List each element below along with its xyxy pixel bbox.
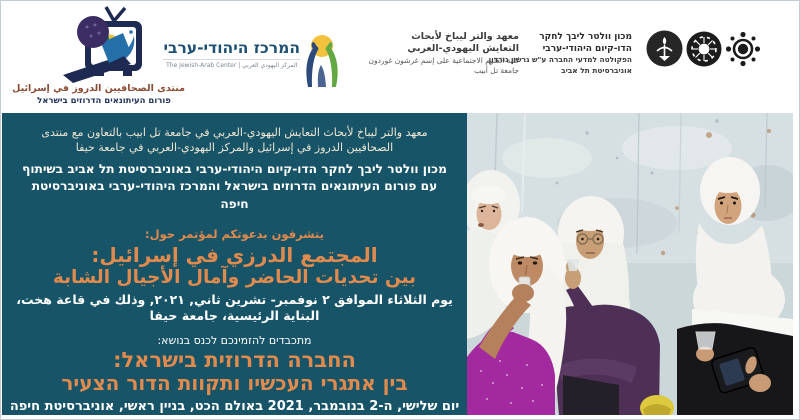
jewish-arab-center-logo [163, 31, 344, 91]
lebach-institute-arabic-block [368, 31, 519, 77]
dotted-circle-emblem-icon [724, 30, 762, 68]
lebach-ar-line2: التعايش اليهودي-العربي [407, 43, 519, 55]
tau-he-line4: אוניברסיטת תל אביב [561, 66, 632, 76]
jac-subtitle: The Jewish-Arab Center | المركز اليهودي العربي [163, 59, 300, 69]
event-details-hebrew: יום שלישי, ה-2 בנובמבר, 2021 באולם הכט, בניין ראשי, אוניברסיטת חיפה [9, 399, 460, 415]
logos-header [1, 1, 799, 113]
partners-paragraph-hebrew: מכון וולטר ליבך לחקר הדו-קיום היהודי-ערבי באוניברסיטת תל אביב בשיתוף עם פורום העיתונאים הדרוזים בישראל והמרכז היהודי-ערבי באוניברסיטת חיפה [22, 161, 447, 212]
partners-paragraph-arabic: معهد والتر ليباخ لأبحاث التعايش اليهودي-العربي في جامعة تل ابيب بالتعاون مع منتدى الصحافيين الدروز في إسرائيل والمركز اليهودي-العربي في جامعة حيفا [41, 126, 428, 155]
conference-title-hebrew-line1: החברה הדרוזית בישראל: [113, 348, 356, 373]
forum-logo-arabic-name: منتدى الصحافيين الدروز في إسرائيل [12, 83, 185, 94]
druze-journalists-forum-logo [12, 3, 185, 111]
conference-title-arabic-line2: بين تحديات الحاضر وآمال الأجيال الشابة [52, 266, 417, 288]
lebach-ar-line4: جامعة تل أبيب [474, 66, 519, 76]
jac-text-block [163, 39, 300, 69]
forum-logo-hebrew-name: פורום העיתונאים הדרוזים בישראל [37, 96, 171, 106]
tv-microphone-icon [35, 3, 145, 83]
lebach-ar-line1: معهد والتر ليباخ لأبحاث [411, 31, 519, 42]
conference-title-arabic-line1: المجتمع الدرزي في إسرائيل: [91, 242, 378, 267]
jac-title: המרכז היהודי-ערבי [163, 39, 300, 57]
druze-women-photo [467, 113, 793, 415]
tau-logo-icon [646, 30, 683, 67]
tau-he-line3: הפקולטה למדעי החברה ע"ש גרשון גורדון [488, 55, 632, 65]
gear-emblem-icon [685, 30, 723, 68]
invite-intro-hebrew: מתכבדים להזמינכם לכנס בנושא: [157, 334, 312, 348]
conference-title-hebrew-line2: בין אתגרי העכשיו ותקוות הדור הצעיר [61, 371, 408, 396]
photo-illustration [467, 113, 793, 415]
lebach-ar-line3: كلية العلوم الاجتماعية على إسم غرشون غوردون [368, 55, 519, 65]
tau-he-line1: מכון וולטר ליבך לחקר [539, 32, 632, 42]
sun-hands-icon [300, 31, 344, 89]
tau-he-line2: הדו-קיום היהודי-ערבי [542, 43, 632, 54]
invite-intro-arabic: يتشرفون بدعوتكم لمؤتمر حول: [145, 226, 324, 241]
invitation-panel [2, 113, 467, 415]
event-details-arabic: يوم الثلاثاء الموافق ٢ نوفمبر- تشرين ثاني, ٢٠٢١, وذلك في قاعة هخت، البناية الرئيسية، جامعة حيفا [16, 292, 453, 323]
